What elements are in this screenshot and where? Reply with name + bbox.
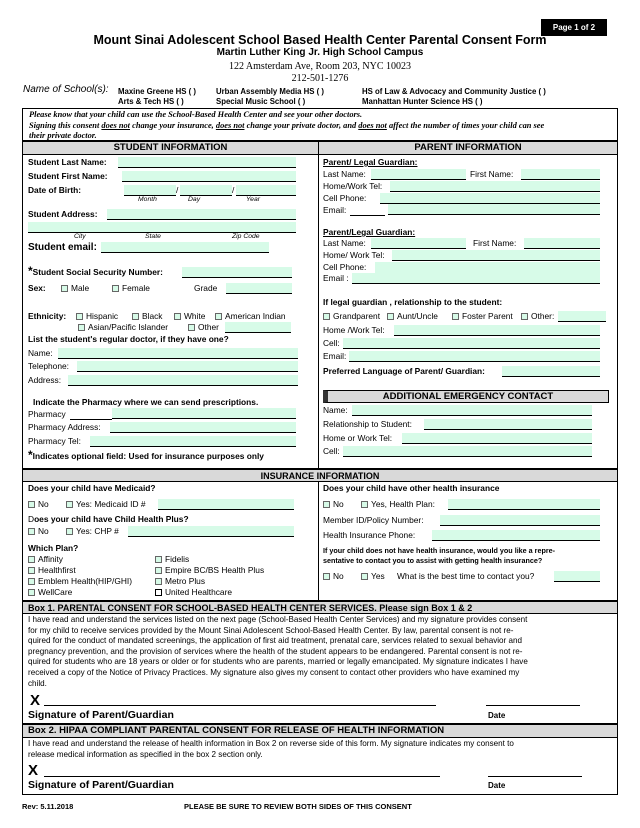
which-plan-label: Which Plan?	[28, 543, 79, 553]
box-2-date-line[interactable]	[488, 776, 582, 777]
box-1-signature-label: Signature of Parent/Guardian	[28, 709, 174, 721]
member-id-field[interactable]	[440, 515, 600, 526]
other-insurance-no-checkbox[interactable]	[323, 501, 330, 508]
member-id-label: Member ID/Policy Number:	[323, 515, 424, 525]
student-first-name-field[interactable]	[122, 171, 296, 182]
school-arts-tech[interactable]: Arts & Tech HS ( )	[118, 97, 184, 106]
student-address-field[interactable]	[107, 209, 296, 220]
grade-field[interactable]	[226, 283, 292, 294]
guardian-2-home-work-field[interactable]	[392, 250, 600, 261]
american-indian-checkbox[interactable]	[215, 313, 222, 320]
hispanic-checkbox[interactable]	[76, 313, 83, 320]
dob-slash-1: /	[176, 185, 179, 195]
emergency-home-work-label: Home or Work Tel:	[323, 433, 393, 443]
aunt-uncle-checkbox[interactable]	[387, 313, 394, 320]
chp-yes-checkbox[interactable]	[66, 528, 73, 535]
chp-no-checkbox[interactable]	[28, 528, 35, 535]
box-1-text: I have read and understand the services listed on the next page (School-Based Health Center Services) and my signature provides consent for my child to receive services provided by the Mount Sinai Adolescent School-Based Health Center. By law, parental consent is not re- quired for the conduct of mandated screenings, the application of first aid treatment, prenatal care, services related to sexual behavior and pregnancy prevention, and the provision of services where the health of the student appears to be endangered. Parental consent is not re- quired for students who are 18 years or older or for students who are parents, married or legally emancipated. My signature indicates I have received a copy of the Notice of Privacy Practices. My signature also gives my consent to contact other providers who have examined my child.	[28, 615, 528, 688]
doctor-name-field[interactable]	[58, 348, 298, 359]
pharmacy-tel-label: Pharmacy Tel:	[28, 436, 81, 446]
ssn-label: *Student Social Security Number:	[28, 264, 163, 278]
ethnicity-asian[interactable]: Asian/Pacific Islander	[78, 322, 168, 333]
insurance-phone-label: Health Insurance Phone:	[323, 530, 416, 540]
medicaid-no-checkbox[interactable]	[28, 501, 35, 508]
student-last-name-label: Student Last Name:	[28, 157, 107, 167]
assist-yes-option[interactable]: Yes	[361, 571, 385, 582]
ethnicity-white[interactable]: White	[174, 311, 205, 322]
ethnicity-other-field[interactable]	[225, 322, 291, 333]
emergency-name-field[interactable]	[352, 405, 592, 416]
notice-line-1: Please know that your child can use the School-Based Health Center and see your other doctors.	[29, 110, 363, 119]
insurance-phone-field[interactable]	[432, 530, 600, 541]
female-checkbox[interactable]	[112, 285, 119, 292]
ethnicity-black[interactable]: Black	[132, 311, 162, 322]
other-insurance-no-option[interactable]: No	[323, 499, 344, 510]
box-2-header: Box 2. HIPAA COMPLIANT PARENTAL CONSENT FOR RELEASE OF HEALTH INFORMATION	[22, 724, 618, 738]
chp-question: Does your child have Child Health Plus?	[28, 514, 189, 524]
guardian-1-email-label: Email:	[323, 205, 347, 215]
sex-female-option[interactable]: Female	[112, 283, 150, 294]
plan-affinity[interactable]: Affinity	[28, 554, 63, 565]
guardian-2-first-name-field[interactable]	[524, 238, 600, 249]
city-caption: City	[74, 233, 86, 240]
dob-month-caption: Month	[138, 196, 157, 203]
school-special-music[interactable]: Special Music School ( )	[216, 97, 306, 106]
guardian-2-email-label: Email :	[323, 273, 349, 283]
doctor-name-label: Name:	[28, 348, 53, 358]
zip-caption: Zip Code	[232, 233, 260, 240]
affinity-checkbox[interactable]	[28, 556, 35, 563]
state-caption: State	[145, 233, 161, 240]
guardian-1-cell-label: Cell Phone:	[323, 193, 367, 203]
black-checkbox[interactable]	[132, 313, 139, 320]
plan-metro-plus[interactable]: Metro Plus	[155, 576, 205, 587]
relationship-aunt-uncle[interactable]: Aunt/Uncle	[387, 311, 438, 322]
plan-healthfirst[interactable]: Healthfirst	[28, 565, 76, 576]
pharmacy-address-label: Pharmacy Address:	[28, 422, 101, 432]
guardian-2-title: Parent/Legal Guardian:	[323, 227, 416, 237]
plan-emblem[interactable]: Emblem Health(HIP/GHI)	[28, 576, 132, 587]
pharmacy-tel-field[interactable]	[90, 436, 296, 447]
campus-name: Martin Luther King Jr. High School Campus	[216, 47, 424, 58]
guardian-2-cell-field[interactable]	[375, 262, 600, 273]
best-time-label: What is the best time to contact you?	[397, 571, 535, 581]
chp-yes-option[interactable]: Yes: CHP #	[66, 526, 119, 537]
guardian-1-email-underline	[350, 215, 385, 216]
student-address-label: Student Address:	[28, 209, 98, 219]
relationship-heading: If legal guardian , relationship to the student:	[323, 297, 503, 307]
guardian-1-home-work-label: Home/Work Tel:	[323, 181, 383, 191]
medicaid-no-option[interactable]: No	[28, 499, 49, 510]
fidelis-checkbox[interactable]	[155, 556, 162, 563]
school-manhattan-hunter[interactable]: Manhattan Hunter Science HS ( )	[362, 97, 483, 106]
page-number-badge: Page 1 of 2	[541, 19, 607, 36]
student-info-header: STUDENT INFORMATION	[22, 141, 319, 155]
doctor-telephone-field[interactable]	[77, 361, 298, 372]
student-first-name-label: Student First Name:	[28, 171, 108, 181]
emergency-name-label: Name:	[323, 405, 348, 415]
box-2-text: I have read and understand the release of health information in Box 2 on reverse side of this form. My signature indicates my consent to release medical information as specified in the box 2 section only.	[28, 739, 514, 759]
plan-wellcare[interactable]: WellCare	[28, 587, 72, 598]
relationship-other[interactable]: Other:	[521, 311, 554, 322]
ethnicity-hispanic[interactable]: Hispanic	[76, 311, 118, 322]
language-label: Preferred Language of Parent/ Guardian:	[323, 366, 485, 376]
pharmacy-heading: Indicate the Pharmacy where we can send prescriptions.	[33, 397, 259, 407]
student-email-field[interactable]	[101, 242, 269, 253]
box-1-date-line[interactable]	[486, 705, 580, 706]
metro-plus-checkbox[interactable]	[155, 578, 162, 585]
guardian-1-last-name-field[interactable]	[371, 169, 466, 180]
medicaid-id-field[interactable]	[158, 499, 294, 510]
doctor-telephone-label: Telephone:	[28, 361, 69, 371]
plan-empire[interactable]: Empire BC/BS Health Plus	[155, 565, 264, 576]
guardian-2-first-name-label: First Name:	[473, 238, 517, 248]
assist-yes-checkbox[interactable]	[361, 573, 368, 580]
pharmacy-label: Pharmacy	[28, 409, 66, 419]
best-time-field[interactable]	[554, 571, 600, 582]
sex-male-option[interactable]: Male	[61, 283, 89, 294]
emergency-contact-header: ADDITIONAL EMERGENCY CONTACT	[323, 390, 609, 403]
grade-label: Grade	[194, 283, 218, 293]
guardian-1-cell-field[interactable]	[380, 193, 600, 204]
notice-box	[22, 108, 618, 141]
insurance-header: INSURANCE INFORMATION	[22, 469, 618, 482]
school-urban-assembly[interactable]: Urban Assembly Media HS ( )	[216, 87, 325, 96]
ethnicity-other[interactable]: Other	[188, 322, 219, 333]
relationship-other-field[interactable]	[558, 311, 606, 322]
pharmacy-underline	[70, 419, 112, 420]
doctor-address-label: Address:	[28, 375, 62, 385]
asian-checkbox[interactable]	[78, 324, 85, 331]
box-2-signature-label: Signature of Parent/Guardian	[28, 779, 174, 791]
campus-address: 122 Amsterdam Ave, Room 203, NYC 10023	[228, 61, 412, 72]
optional-field-note: *Indicates optional field: Used for insurance purposes only	[28, 448, 264, 462]
school-law-advocacy[interactable]: HS of Law & Advocacy and Community Justice ( )	[362, 87, 546, 96]
united-checkbox[interactable]	[155, 589, 162, 596]
white-checkbox[interactable]	[174, 313, 181, 320]
guardian-1-home-work-field[interactable]	[390, 181, 600, 192]
dob-year-caption: Year	[246, 196, 260, 203]
emergency-cell-field[interactable]	[343, 446, 592, 457]
other-ethnicity-checkbox[interactable]	[188, 324, 195, 331]
dob-label: Date of Birth:	[28, 185, 82, 195]
box-1-sign-x: X	[30, 692, 41, 709]
home-work-tel-field[interactable]	[394, 325, 600, 336]
chp-id-field[interactable]	[128, 526, 294, 537]
notice-line-3: their private doctor.	[29, 131, 97, 140]
relationship-foster[interactable]: Foster Parent	[452, 311, 513, 322]
school-label: Name of School(s):	[23, 84, 109, 95]
parent-info-header: PARENT INFORMATION	[318, 141, 618, 155]
cell-label: Cell:	[323, 338, 340, 348]
emergency-relationship-field[interactable]	[424, 419, 592, 430]
pharmacy-address-field[interactable]	[110, 422, 296, 433]
pharmacy-field[interactable]	[112, 408, 296, 419]
no-insurance-question: If your child does not have health insurance, would you like a repre- sentative to contact you to assist with getting health insurance?	[323, 546, 556, 565]
medicaid-yes-option[interactable]: Yes: Medicaid ID #	[66, 499, 146, 510]
notice-line-2: Signing this consent does not change your insurance, does not change your private doctor, and does not affect the number of times your child can see	[29, 120, 545, 130]
guardian-2-cell-label: Cell Phone:	[323, 262, 367, 272]
box-1-signature-line[interactable]	[44, 705, 436, 706]
foster-checkbox[interactable]	[452, 313, 459, 320]
box-1-date-label: Date	[488, 711, 506, 720]
footer-note: PLEASE BE SURE TO REVIEW BOTH SIDES OF THIS CONSENT	[184, 802, 412, 811]
ethnicity-american-indian[interactable]: American Indian	[215, 311, 286, 322]
language-field[interactable]	[502, 366, 600, 377]
emergency-relationship-label: Relationship to Student:	[323, 419, 412, 429]
male-checkbox[interactable]	[61, 285, 68, 292]
column-divider	[318, 141, 319, 469]
assist-no-checkbox[interactable]	[323, 573, 330, 580]
guardian-2-last-name-field[interactable]	[371, 238, 466, 249]
home-work-tel-label: Home /Work Tel:	[323, 325, 385, 335]
guardian-1-email-field[interactable]	[388, 204, 600, 215]
student-email-label: Student email:	[28, 242, 97, 253]
email-field[interactable]	[349, 351, 600, 362]
plan-united[interactable]: United Healthcare	[155, 587, 232, 598]
ssn-field[interactable]	[182, 267, 292, 278]
doctor-heading: List the student's regular doctor, if they have one?	[28, 334, 229, 344]
cell-field[interactable]	[343, 338, 600, 349]
healthfirst-checkbox[interactable]	[28, 567, 35, 574]
emergency-cell-label: Cell:	[323, 446, 340, 456]
guardian-2-last-name-label: Last Name:	[323, 238, 366, 248]
dob-month-field[interactable]	[124, 185, 179, 196]
emergency-home-work-field[interactable]	[402, 433, 592, 444]
student-address-field-2[interactable]	[28, 222, 296, 233]
school-maxine-greene[interactable]: Maxine Greene HS ( )	[118, 87, 196, 96]
dob-day-field[interactable]	[180, 185, 235, 196]
doctor-address-field[interactable]	[68, 375, 298, 386]
assist-no-option[interactable]: No	[323, 571, 344, 582]
guardian-1-first-name-label: First Name:	[470, 169, 514, 179]
guardian-1-last-name-label: Last Name:	[323, 169, 366, 179]
insurance-divider	[318, 481, 319, 601]
guardian-2-email-field[interactable]	[352, 273, 600, 284]
dob-day-caption: Day	[188, 196, 201, 203]
box-2-signature-line[interactable]	[44, 776, 440, 777]
grandparent-checkbox[interactable]	[323, 313, 330, 320]
box-1-header: Box 1. PARENTAL CONSENT FOR SCHOOL-BASED HEALTH CENTER SERVICES. Please sign Box 1 & 2	[22, 601, 618, 614]
dob-year-field[interactable]	[236, 185, 296, 196]
emblem-checkbox[interactable]	[28, 578, 35, 585]
relationship-other-checkbox[interactable]	[521, 313, 528, 320]
health-plan-field[interactable]	[448, 499, 600, 510]
relationship-grandparent[interactable]: Grandparent	[323, 311, 380, 322]
box-2-date-label: Date	[488, 781, 506, 790]
guardian-1-first-name-field[interactable]	[521, 169, 600, 180]
wellcare-checkbox[interactable]	[28, 589, 35, 596]
guardian-2-home-work-label: Home/ Work Tel:	[323, 250, 385, 260]
other-insurance-yes-option[interactable]: Yes, Health Plan:	[361, 499, 435, 510]
campus-phone: 212-501-1276	[291, 73, 349, 84]
sex-label: Sex:	[28, 283, 46, 293]
plan-fidelis[interactable]: Fidelis	[155, 554, 189, 565]
empire-checkbox[interactable]	[155, 567, 162, 574]
revision-date: Rev: 5.11.2018	[22, 802, 74, 811]
chp-no-option[interactable]: No	[28, 526, 49, 537]
dob-slash-2: /	[232, 185, 235, 195]
box-2-sign-x: X	[28, 762, 39, 779]
guardian-1-title: Parent/ Legal Guardian:	[323, 157, 418, 167]
other-insurance-question: Does your child have other health insurance	[323, 483, 500, 493]
medicaid-yes-checkbox[interactable]	[66, 501, 73, 508]
form-title: Mount Sinai Adolescent School Based Health Center Parental Consent Form	[93, 33, 547, 47]
student-last-name-field[interactable]	[118, 157, 296, 168]
other-insurance-yes-checkbox[interactable]	[361, 501, 368, 508]
medicaid-question: Does your child have Medicaid?	[28, 483, 156, 493]
ethnicity-label: Ethnicity:	[28, 311, 67, 321]
email-label: Email:	[323, 351, 347, 361]
